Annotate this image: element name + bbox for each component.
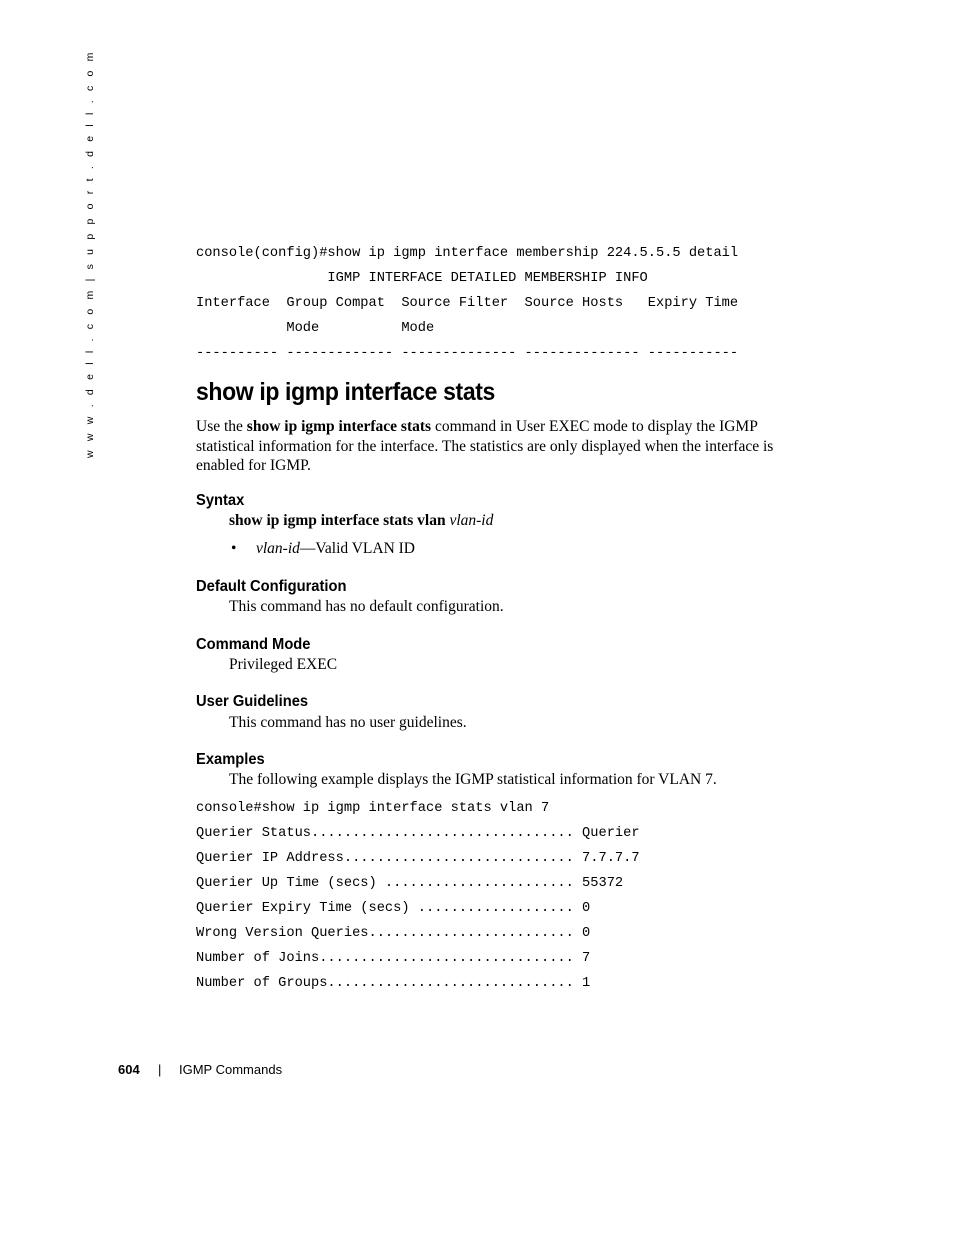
code-line: Querier Up Time (secs) ....................... 55372 [196, 876, 624, 891]
section-title: show ip igmp interface stats [196, 378, 495, 406]
user-guidelines-text: This command has no user guidelines. [229, 714, 467, 731]
intro-paragraph [196, 417, 786, 476]
syntax-param: vlan-id [449, 512, 494, 529]
syntax-line [229, 512, 493, 530]
syntax-command: show ip igmp interface stats vlan [229, 512, 446, 529]
code-line: Wrong Version Queries......................... 0 [196, 926, 591, 941]
code-line: Querier IP Address............................ 7.7.7.7 [196, 851, 640, 866]
page-footer [118, 1062, 283, 1077]
default-config-heading: Default Configuration [196, 578, 347, 595]
code-line: console#show ip igmp interface stats vlan 7 [196, 801, 550, 816]
footer-separator: | [158, 1062, 162, 1077]
code-line: ---------- ------------- -------------- -------------- ----------- [196, 346, 739, 361]
syntax-heading: Syntax [196, 492, 245, 509]
code-line: IGMP INTERFACE DETAILED MEMBERSHIP INFO [196, 271, 648, 286]
page-number: 604 [118, 1062, 140, 1077]
code-line: Querier Status................................ Querier [196, 826, 640, 841]
intro-pre: Use the [196, 418, 247, 435]
bullet-item [256, 540, 415, 558]
user-guidelines-heading: User Guidelines [196, 693, 309, 710]
bullet-desc: —Valid VLAN ID [299, 540, 415, 557]
bullet-param: vlan-id [256, 540, 300, 557]
code-line: console(config)#show ip igmp interface membership 224.5.5.5 detail [196, 246, 739, 261]
bullet-dot: • [231, 540, 237, 557]
examples-text: The following example displays the IGMP statistical information for VLAN 7. [229, 771, 717, 788]
intro-command: show ip igmp interface stats [246, 418, 432, 435]
default-config-text: This command has no default configuration. [229, 598, 504, 615]
command-mode-text: Privileged EXEC [229, 656, 338, 673]
side-url: w w w . d e l l . c o m | s u p p o r t . d e l l . c o m [84, 49, 96, 458]
command-mode-heading: Command Mode [196, 636, 311, 653]
examples-heading: Examples [196, 751, 265, 768]
code-line: Number of Joins............................... 7 [196, 951, 591, 966]
chapter-title: IGMP Commands [179, 1062, 283, 1077]
code-line: Interface Group Compat Source Filter Source Hosts Expiry Time [196, 296, 739, 311]
intro-post: command in User EXEC mode to display the IGMP statistical information for the interface. The statistics are only displayed when the interface is enabled for IGMP. [196, 418, 774, 474]
code-line: Querier Expiry Time (secs) ................... 0 [196, 901, 591, 916]
code-line: Mode Mode [196, 321, 435, 336]
code-line: Number of Groups.............................. 1 [196, 976, 591, 991]
